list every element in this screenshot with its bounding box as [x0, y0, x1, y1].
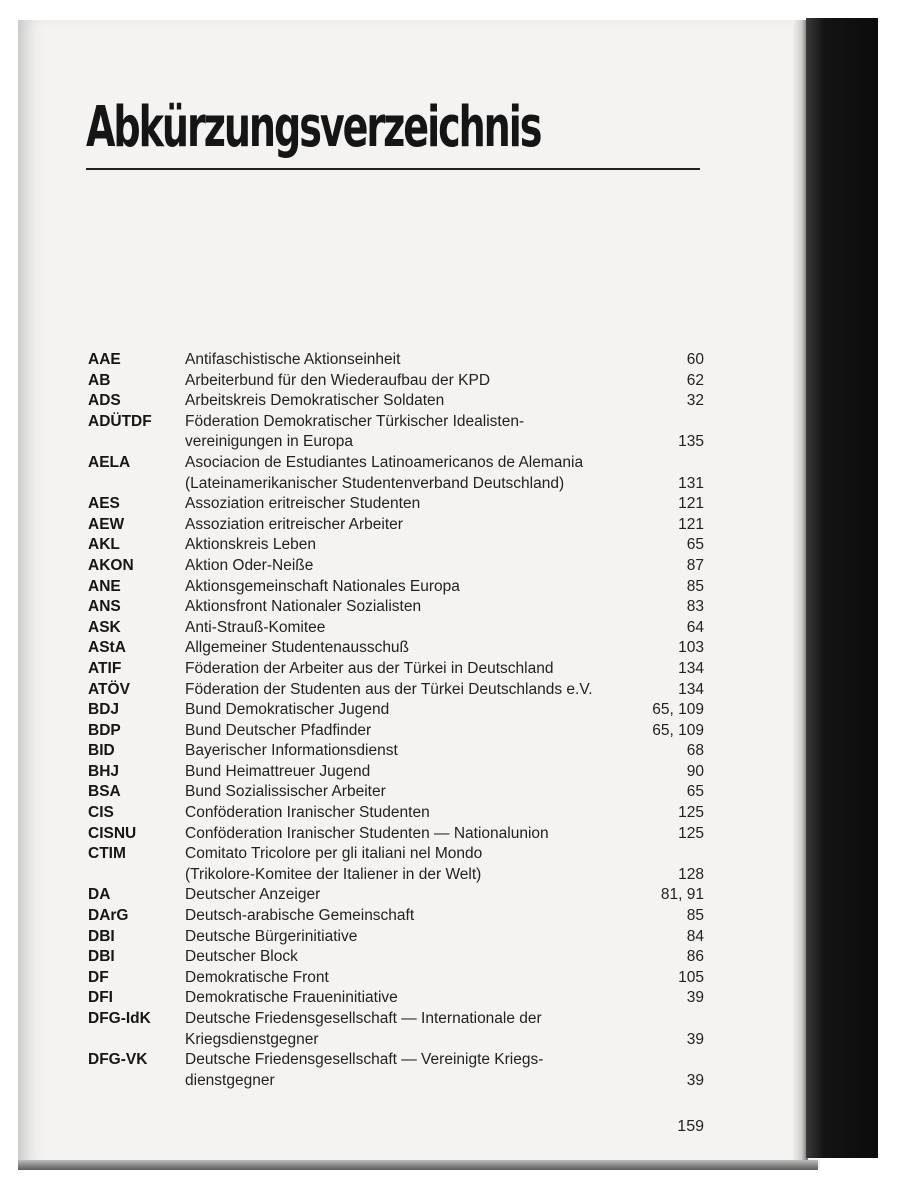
- abbreviation: BHJ: [88, 762, 120, 780]
- description-text: dienstgegner: [185, 1071, 275, 1089]
- page-reference: 134: [678, 659, 704, 677]
- description-line: [185, 391, 704, 412]
- description-text: Deutscher Anzeiger: [185, 886, 321, 904]
- page-reference: 121: [678, 495, 704, 513]
- page-reference: 105: [678, 968, 704, 986]
- description-line: [185, 947, 704, 968]
- abbreviation-entry: [88, 1009, 704, 1050]
- abbreviation: AEW: [88, 515, 125, 533]
- description-text: Assoziation eritreischer Studenten: [185, 495, 421, 513]
- abbreviation-entry: [88, 515, 704, 536]
- abbreviation-entry: [88, 371, 704, 392]
- abbreviation-entry: [88, 700, 704, 721]
- abbreviation-description: [185, 494, 704, 515]
- abbreviation-entry: [88, 927, 704, 948]
- page-reference: 125: [678, 804, 704, 822]
- abbreviation-entry: [88, 577, 704, 598]
- description-line: [185, 906, 704, 927]
- abbreviation-entry: [88, 824, 704, 845]
- abbreviation-description: [185, 412, 704, 453]
- abbreviation-description: [185, 700, 704, 721]
- page-reference: 103: [678, 639, 704, 657]
- abbreviation-entry: [88, 762, 704, 783]
- page-reference: [698, 1050, 704, 1071]
- description-line: [185, 782, 704, 803]
- abbreviation-entry: [88, 535, 704, 556]
- abbreviation-description: [185, 577, 704, 598]
- description-line: [185, 762, 704, 783]
- description-line: [185, 824, 704, 845]
- abbreviation-description: [185, 515, 704, 536]
- abbreviation-entry: [88, 391, 704, 412]
- abbreviation: DBI: [88, 927, 115, 945]
- description-text: Antifaschistische Aktionseinheit: [185, 351, 401, 368]
- page-reference: 62: [686, 371, 704, 389]
- description-text: vereinigungen in Europa: [185, 433, 354, 451]
- description-text: Föderation der Arbeiter aus der Türkei in Deutschland: [185, 659, 554, 677]
- description-line: [185, 680, 704, 701]
- abbreviation: DA: [88, 886, 111, 904]
- abbreviation-description: [185, 721, 704, 742]
- abbreviation: AAE: [88, 351, 121, 368]
- abbreviation-entry: [88, 782, 704, 803]
- abbreviation-description: [185, 1009, 704, 1050]
- description-text: (Trikolore-Komitee der Italiener in der Welt): [185, 865, 482, 883]
- abbreviation-entry: [88, 618, 704, 639]
- abbreviation-description: [185, 535, 704, 556]
- description-line: [185, 638, 704, 659]
- page-reference: 39: [686, 1071, 704, 1089]
- abbreviation: AES: [88, 495, 120, 513]
- description-text: Aktionskreis Leben: [185, 536, 316, 554]
- page-reference: 87: [686, 556, 704, 574]
- page-reference: 60: [686, 351, 704, 368]
- description-line: [185, 721, 704, 742]
- abbreviation: ANS: [88, 598, 121, 616]
- abbreviation: ADS: [88, 392, 121, 410]
- description-text: Anti-Strauß-Komitee: [185, 618, 326, 636]
- abbreviation: AStA: [88, 639, 126, 657]
- page-reference: 135: [678, 433, 704, 451]
- description-text: Föderation der Studenten aus der Türkei Deutschlands e.V.: [185, 680, 593, 698]
- description-text: Aktionsgemeinschaft Nationales Europa: [185, 577, 460, 595]
- abbreviation-description: [185, 659, 704, 680]
- description-line: [185, 865, 704, 886]
- abbreviation-entry: [88, 659, 704, 680]
- page-reference: 134: [678, 680, 704, 698]
- description-line: [185, 597, 704, 618]
- abbreviation-list: [88, 350, 704, 1091]
- page-bottom-edge: [18, 1160, 818, 1170]
- description-line: [185, 453, 704, 474]
- description-line: [185, 885, 704, 906]
- description-line: [185, 927, 704, 948]
- abbreviation: BID: [88, 742, 115, 760]
- abbreviation-description: [185, 885, 704, 906]
- abbreviation: AB: [88, 371, 111, 389]
- abbreviation-description: [185, 680, 704, 701]
- page-reference: 85: [686, 577, 704, 595]
- description-line: [185, 412, 704, 433]
- description-line: [185, 350, 704, 371]
- abbreviation-description: [185, 947, 704, 968]
- abbreviation-entry: [88, 1050, 704, 1091]
- description-line: [185, 700, 704, 721]
- description-line: [185, 741, 704, 762]
- abbreviation: CTIM: [88, 845, 126, 863]
- page-reference: 131: [678, 474, 704, 492]
- description-line: [185, 988, 704, 1009]
- description-text: Deutsche Friedensgesellschaft — Vereinigte Kriegs-: [185, 1051, 544, 1069]
- description-text: Deutsch-arabische Gemeinschaft: [185, 907, 415, 925]
- description-line: [185, 577, 704, 598]
- description-text: Asociacion de Estudiantes Latinoamericanos de Alemania: [185, 453, 584, 471]
- page-reference: 128: [678, 865, 704, 883]
- description-text: Conföderation Iranischer Studenten — Nationalunion: [185, 824, 549, 842]
- abbreviation-entry: [88, 350, 704, 371]
- description-text: Assoziation eritreischer Arbeiter: [185, 515, 403, 533]
- abbreviation: DBI: [88, 948, 115, 966]
- page-reference: 65: [686, 783, 704, 801]
- description-line: [185, 968, 704, 989]
- description-text: Föderation Demokratischer Türkischer Idealisten-: [185, 412, 525, 430]
- description-line: [185, 535, 704, 556]
- abbreviation-description: [185, 350, 704, 371]
- description-text: Bund Sozialissischer Arbeiter: [185, 783, 386, 801]
- description-text: Bund Demokratischer Jugend: [185, 701, 390, 719]
- book-spine: [806, 18, 878, 1158]
- abbreviation-description: [185, 597, 704, 618]
- description-line: [185, 371, 704, 392]
- page-reference: 65, 109: [652, 701, 704, 719]
- abbreviation: DArG: [88, 907, 129, 925]
- page-reference: 121: [678, 515, 704, 533]
- abbreviation: CIS: [88, 804, 114, 822]
- description-line: [185, 515, 704, 536]
- abbreviation-entry: [88, 597, 704, 618]
- abbreviation-entry: [88, 494, 704, 515]
- page-reference: 68: [686, 742, 704, 760]
- abbreviation-description: [185, 803, 704, 824]
- page-reference: 90: [686, 762, 704, 780]
- description-line: [185, 432, 704, 453]
- abbreviation-description: [185, 391, 704, 412]
- abbreviation-description: [185, 556, 704, 577]
- page-reference: 32: [686, 392, 704, 410]
- abbreviation-entry: [88, 947, 704, 968]
- abbreviation-description: [185, 906, 704, 927]
- abbreviation: ADÜTDF: [88, 412, 152, 430]
- abbreviation-description: [185, 371, 704, 392]
- page-number: 159: [677, 1118, 704, 1135]
- page-reference: 39: [686, 1030, 704, 1048]
- abbreviation-entry: [88, 721, 704, 742]
- description-line: [185, 1071, 704, 1092]
- abbreviation-entry: [88, 844, 704, 885]
- abbreviation: BDJ: [88, 701, 120, 719]
- abbreviation-entry: [88, 968, 704, 989]
- abbreviation-description: [185, 824, 704, 845]
- abbreviation: CISNU: [88, 824, 137, 842]
- abbreviation: AKON: [88, 556, 134, 574]
- page-reference: 81, 91: [660, 886, 704, 904]
- abbreviation: ASK: [88, 618, 121, 636]
- description-text: Bayerischer Informationsdienst: [185, 742, 398, 760]
- abbreviation: ATIF: [88, 659, 122, 677]
- abbreviation: DFG-IdK: [88, 1010, 151, 1027]
- description-text: Bund Heimattreuer Jugend: [185, 762, 371, 780]
- abbreviation-entry: [88, 741, 704, 762]
- abbreviation-entry: [88, 412, 704, 453]
- abbreviation: BDP: [88, 721, 121, 739]
- abbreviation: DFG-VK: [88, 1051, 148, 1069]
- description-text: Comitato Tricolore per gli italiani nel Mondo: [185, 845, 483, 863]
- description-line: [185, 494, 704, 515]
- page-reference: [698, 844, 704, 865]
- abbreviation-description: [185, 762, 704, 783]
- title-underline: [86, 168, 700, 170]
- description-line: [185, 474, 704, 495]
- description-line: [185, 1009, 704, 1030]
- abbreviation: DFI: [88, 989, 113, 1007]
- abbreviation: AELA: [88, 453, 131, 471]
- abbreviation-entry: [88, 638, 704, 659]
- abbreviation-description: [185, 741, 704, 762]
- abbreviation-entry: [88, 803, 704, 824]
- description-text: Deutsche Bürgerinitiative: [185, 927, 358, 945]
- abbreviation-description: [185, 782, 704, 803]
- page-reference: 85: [686, 907, 704, 925]
- abbreviation: BSA: [88, 783, 121, 801]
- abbreviation-description: [185, 844, 704, 885]
- page-reference: 64: [686, 618, 704, 636]
- abbreviation: AKL: [88, 536, 120, 554]
- description-line: [185, 803, 704, 824]
- abbreviation: ANE: [88, 577, 121, 595]
- description-line: [185, 1050, 704, 1071]
- description-line: [185, 1030, 704, 1051]
- page-reference: 39: [686, 989, 704, 1007]
- abbreviation-entry: [88, 680, 704, 701]
- page-title: Abkürzungsverzeichnis: [86, 95, 541, 160]
- abbreviation-entry: [88, 906, 704, 927]
- abbreviation: DF: [88, 968, 109, 986]
- abbreviation-description: [185, 618, 704, 639]
- abbreviation-entry: [88, 556, 704, 577]
- page-reference: 125: [678, 824, 704, 842]
- abbreviation-description: [185, 1050, 704, 1091]
- page-reference: 86: [686, 948, 704, 966]
- description-text: (Lateinamerikanischer Studentenverband Deutschland): [185, 474, 565, 492]
- description-line: [185, 618, 704, 639]
- page-reference: 84: [686, 927, 704, 945]
- abbreviation-description: [185, 453, 704, 494]
- description-line: [185, 844, 704, 865]
- description-text: Conföderation Iranischer Studenten: [185, 804, 430, 822]
- description-text: Bund Deutscher Pfadfinder: [185, 721, 372, 739]
- description-text: Kriegsdienstgegner: [185, 1030, 319, 1048]
- description-text: Aktionsfront Nationaler Sozialisten: [185, 598, 422, 616]
- abbreviation: ATÖV: [88, 680, 130, 698]
- description-line: [185, 659, 704, 680]
- page-reference: [698, 1009, 704, 1030]
- abbreviation-description: [185, 927, 704, 948]
- abbreviation-entry: [88, 885, 704, 906]
- abbreviation-description: [185, 988, 704, 1009]
- description-text: Deutscher Block: [185, 948, 298, 966]
- abbreviation-entry: [88, 988, 704, 1009]
- description-text: Demokratische Fraueninitiative: [185, 989, 398, 1007]
- abbreviation-entry: [88, 453, 704, 494]
- description-text: Arbeitskreis Demokratischer Soldaten: [185, 392, 445, 410]
- description-text: Arbeiterbund für den Wiederaufbau der KPD: [185, 371, 491, 389]
- page-reference: 65, 109: [652, 721, 704, 739]
- abbreviation-description: [185, 968, 704, 989]
- description-text: Demokratische Front: [185, 968, 329, 986]
- page-reference: [698, 412, 704, 433]
- abbreviation-description: [185, 638, 704, 659]
- description-line: [185, 556, 704, 577]
- page-reference: 65: [686, 536, 704, 554]
- description-text: Aktion Oder-Neiße: [185, 556, 314, 574]
- description-text: Allgemeiner Studentenausschuß: [185, 639, 410, 657]
- page-reference: 83: [686, 598, 704, 616]
- description-text: Deutsche Friedensgesellschaft — Internationale der: [185, 1010, 542, 1027]
- page-reference: [698, 453, 704, 474]
